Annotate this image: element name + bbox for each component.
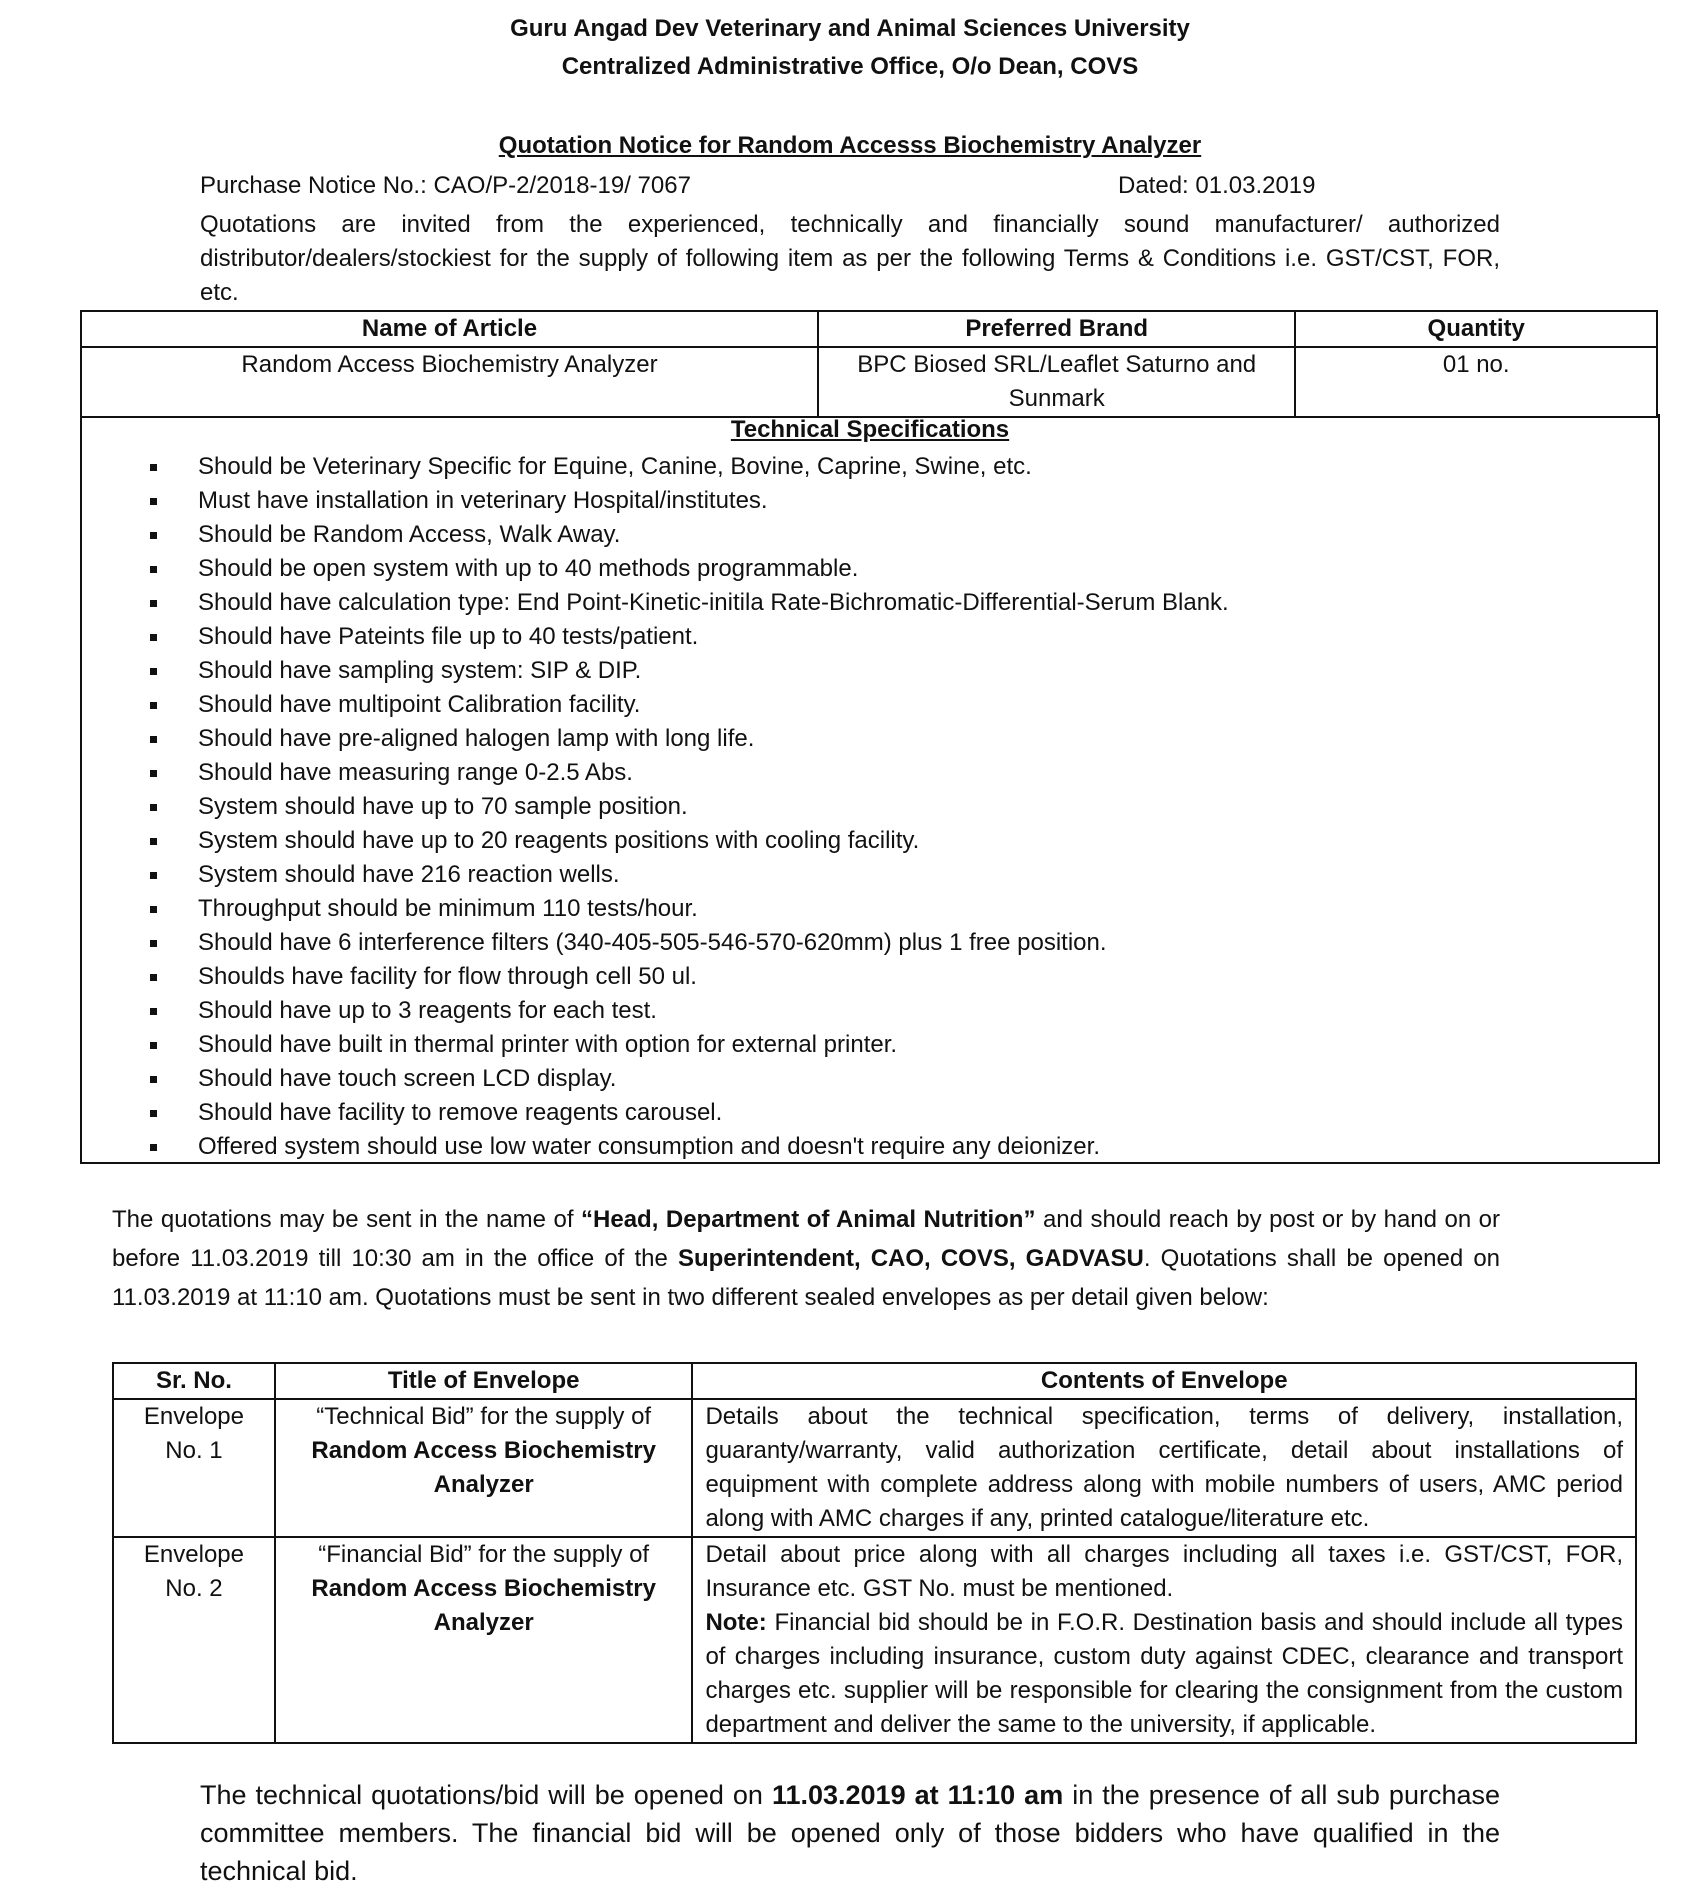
final-paragraph: [200, 1776, 1500, 1890]
list-item: Should have sampling system: SIP & DIP.: [82, 654, 1658, 688]
list-item: Should be Random Access, Walk Away.: [82, 518, 1658, 552]
envelope-number: Envelope No. 1: [113, 1399, 275, 1537]
envelope-title-item: Random Access Biochemistry Analyzer: [311, 1437, 656, 1498]
submission-text: and should reach by post or by hand on or before 11.03.2019 till 10:30 am in the office of the: [112, 1206, 1501, 1272]
university-name: Guru Angad Dev Veterinary and Animal Sciences University: [510, 15, 1190, 42]
notice-title: Quotation Notice for Random Accesss Biochemistry Analyzer: [498, 132, 1202, 159]
envelope-table-header-row: [113, 1363, 1636, 1399]
envelope-contents-text: Detail about price along with all charges including all taxes i.e. GST/CST, FOR, Insurance etc. GST No. must be mentioned.: [705, 1541, 1623, 1602]
preferred-brand: BPC Biosed SRL/Leaflet Saturno and Sunmark: [818, 347, 1295, 417]
article-quantity: 01 no.: [1295, 347, 1657, 417]
list-item: Should be Veterinary Specific for Equine, Canine, Bovine, Caprine, Swine, etc.: [82, 450, 1658, 484]
column-header-title: Title of Envelope: [275, 1363, 693, 1399]
column-header-name: Name of Article: [81, 311, 818, 347]
intro-paragraph: Quotations are invited from the experienced, technically and financially sound manufacturer/ authorized distributor/dealers/stockiest for the supply of following item as per the following Terms & Conditions i.e. GST/CST, FOR, etc.: [200, 211, 1500, 306]
envelope-contents: [692, 1537, 1636, 1743]
column-header-quantity: Quantity: [1295, 311, 1657, 347]
envelope-title-text: “Financial Bid” for the supply of: [318, 1541, 650, 1568]
list-item: Throughput should be minimum 110 tests/hour.: [82, 892, 1658, 926]
note-label: Note:: [705, 1609, 767, 1636]
submission-text: . Quotations shall be opened on 11.03.2019 at 11:10 am. Quotations must be sent in two different sealed envelopes as per detail given below:: [112, 1245, 1501, 1311]
submission-text: The quotations may be sent in the name of: [112, 1206, 582, 1233]
notice-meta: [200, 172, 1500, 200]
envelope-title-text: “Technical Bid” for the supply of: [316, 1403, 652, 1430]
notice-date: Dated: 01.03.2019: [1118, 172, 1316, 199]
list-item: Should have Pateints file up to 40 tests/patient.: [82, 620, 1658, 654]
envelope-title-item: Random Access Biochemistry Analyzer: [311, 1575, 656, 1636]
technical-specifications-section: [80, 414, 1660, 1164]
office-location: Superintendent, CAO, COVS, GADVASU: [677, 1245, 1144, 1272]
list-item: Should have up to 3 reagents for each test.: [82, 994, 1658, 1028]
list-item: System should have up to 70 sample position.: [82, 790, 1658, 824]
envelope-title: [275, 1399, 693, 1537]
list-item: Should have 6 interference filters (340-405-505-546-570-620mm) plus 1 free position.: [82, 926, 1658, 960]
table-row: [113, 1537, 1636, 1743]
list-item: Should have measuring range 0-2.5 Abs.: [82, 756, 1658, 790]
column-header-brand: Preferred Brand: [818, 311, 1295, 347]
column-header-contents: Contents of Envelope: [692, 1363, 1636, 1399]
table-row: [113, 1399, 1636, 1537]
table-row: [81, 347, 1657, 417]
spec-list: [82, 450, 1658, 1164]
spec-title: Technical Specifications: [730, 416, 1010, 443]
list-item: Should have multipoint Calibration facility.: [82, 688, 1658, 722]
article-table-header-row: [81, 311, 1657, 347]
purchase-notice-number: Purchase Notice No.: CAO/P-2/2018-19/ 7067: [200, 172, 691, 199]
list-item: Should have built in thermal printer with option for external printer.: [82, 1028, 1658, 1062]
list-item: System should have 216 reaction wells.: [82, 858, 1658, 892]
addressee: “Head, Department of Animal Nutrition”: [581, 1206, 1036, 1233]
list-item: Must have installation in veterinary Hospital/institutes.: [82, 484, 1658, 518]
final-text: in the presence of all sub purchase committee members. The financial bid will be opened only of those bidders who have qualified in the technical bid.: [200, 1780, 1501, 1886]
envelope-contents: Details about the technical specification, terms of delivery, installation, guaranty/warranty, valid authorization certificate, detail about installations of equipment with complete address along with mobile numbers of users, AMC period along with AMC charges if any, printed catalogue/literature etc.: [692, 1399, 1636, 1537]
list-item: System should have up to 20 reagents positions with cooling facility.: [82, 824, 1658, 858]
list-item: Offered system should use low water consumption and doesn't require any deionizer.: [82, 1130, 1658, 1164]
submission-paragraph: [112, 1200, 1500, 1317]
list-item: Should have facility to remove reagents carousel.: [82, 1096, 1658, 1130]
list-item: Should have touch screen LCD display.: [82, 1062, 1658, 1096]
list-item: Should have calculation type: End Point-Kinetic-initila Rate-Bichromatic-Differential-Serum Blank.: [82, 586, 1658, 620]
article-table: [80, 310, 1658, 418]
office-name: Centralized Administrative Office, O/o Dean, COVS: [561, 53, 1139, 80]
opening-datetime: 11.03.2019 at 11:10 am: [771, 1780, 1064, 1810]
list-item: Should have pre-aligned halogen lamp with long life.: [82, 722, 1658, 756]
envelope-title: [275, 1537, 693, 1743]
envelope-table: [112, 1362, 1637, 1744]
column-header-sr-no: Sr. No.: [113, 1363, 275, 1399]
envelope-number: Envelope No. 2: [113, 1537, 275, 1743]
list-item: Shoulds have facility for flow through cell 50 ul.: [82, 960, 1658, 994]
final-text: The technical quotations/bid will be opened on: [200, 1780, 772, 1810]
list-item: Should be open system with up to 40 methods programmable.: [82, 552, 1658, 586]
note-text: Financial bid should be in F.O.R. Destination basis and should include all types of charges including insurance, custom duty against CDEC, clearance and transport charges etc. supplier will be responsible for clearing the consignment from the custom department and deliver the same to the university, if applicable.: [705, 1609, 1623, 1738]
article-name: Random Access Biochemistry Analyzer: [81, 347, 818, 417]
